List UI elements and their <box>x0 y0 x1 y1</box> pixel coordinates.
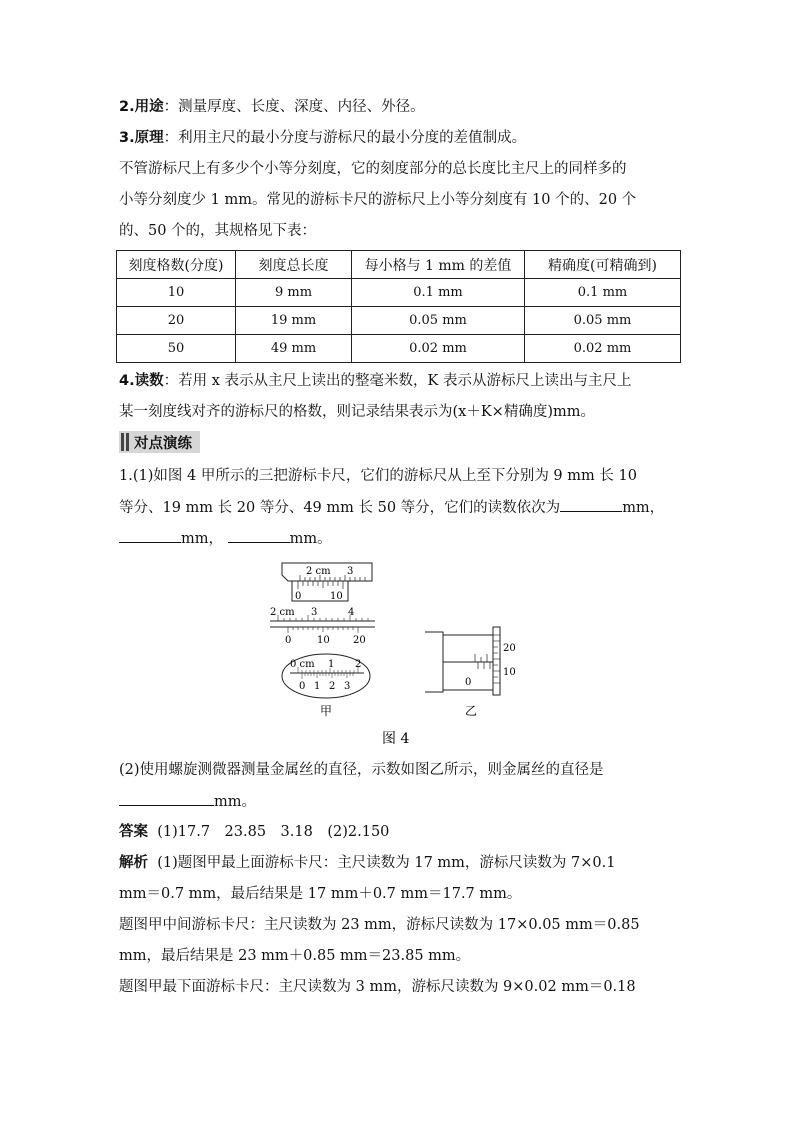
unit-text: mm， <box>622 500 665 516</box>
table-cell: 0.1 mm <box>525 279 681 307</box>
usage-label: 2.用途 <box>119 99 164 115</box>
principle-label: 3.原理 <box>119 130 164 146</box>
usage-text: ：测量厚度、长度、深度、内径、外径。 <box>163 99 425 115</box>
principle-text: ：利用主尺的最小分度与游标尺的最小分度的差值制成。 <box>163 130 527 146</box>
answer-blank-2[interactable] <box>119 528 181 543</box>
table-header: 精确度(可精确到) <box>525 251 681 279</box>
caliper3-vernier-label: 3 <box>344 681 351 692</box>
table-cell: 19 mm <box>236 307 352 335</box>
caliper3-main-label: 2 <box>355 659 362 670</box>
reading-line-2: 某一刻度线对齐的游标尺的格数，则记录结果表示为(x＋K×精确度)mm。 <box>119 404 595 420</box>
reading-text-1: ：若用 x 表示从主尺上读出的整毫米数，K 表示从游标尺上读出与主尺上 <box>163 373 632 389</box>
micrometer <box>425 627 516 695</box>
analysis-line-4: mm，最后结果是 23 mm＋0.85 mm＝23.85 mm。 <box>119 948 471 964</box>
section-tag <box>119 431 200 453</box>
question-2-answer-line <box>119 791 256 812</box>
table-cell: 0.05 mm <box>352 307 525 335</box>
caliper3-vernier-label: 1 <box>314 681 321 692</box>
reading-line-1 <box>119 371 631 391</box>
section-bar-decoration <box>121 433 124 451</box>
caliper-top <box>282 563 372 602</box>
unit-text: mm。 <box>289 531 332 547</box>
table-cell: 0.05 mm <box>525 307 681 335</box>
question-line-2 <box>119 497 664 518</box>
caliper-bottom <box>282 654 370 698</box>
analysis-line-3: 题图甲中间游标卡尺：主尺读数为 23 mm，游标尺读数为 17×0.05 mm＝0.85 <box>119 917 640 933</box>
principle-line <box>119 128 526 148</box>
figure-label-b: 乙 <box>465 704 478 718</box>
answer-blank-1[interactable] <box>560 497 622 512</box>
caliper1-main-label: 3 <box>347 566 354 577</box>
answer-label: 答案 <box>119 824 148 840</box>
table-cell: 49 mm <box>236 335 352 363</box>
micrometer-sleeve-label: 0 <box>465 677 472 688</box>
answer-text: (1)17.7 23.85 3.18 (2)2.150 <box>157 824 390 840</box>
table-cell: 10 <box>117 279 236 307</box>
table-cell: 0.02 mm <box>525 335 681 363</box>
table-header: 刻度总长度 <box>236 251 352 279</box>
caliper2-vernier-label: 10 <box>317 635 330 646</box>
caliper2-main-label: 4 <box>348 607 355 618</box>
unit-text: mm， <box>181 531 223 547</box>
paragraph-line-1: 不管游标尺上有多少个小等分刻度，它的刻度部分的总长度比主尺上的同样多的 <box>119 161 627 177</box>
section-title: 对点演练 <box>134 436 192 452</box>
caliper3-main-label: 1 <box>328 659 335 670</box>
caliper3-vernier-label: 2 <box>329 681 336 692</box>
answer-blank-4[interactable] <box>119 791 214 806</box>
caliper2-vernier-label: 20 <box>353 635 366 646</box>
spec-table <box>116 250 681 363</box>
analysis-line-5: 题图甲最下面游标卡尺：主尺读数为 3 mm，游标尺读数为 9×0.02 mm＝0.18 <box>119 979 636 995</box>
figure-4 <box>260 555 550 755</box>
table-header: 刻度格数(分度) <box>117 251 236 279</box>
table-row <box>117 279 681 307</box>
table-row <box>117 335 681 363</box>
micrometer-thimble-label: 10 <box>503 667 516 678</box>
caliper2-main-label: 3 <box>311 607 318 618</box>
caliper2-vernier-label: 0 <box>285 635 292 646</box>
unit-text: mm。 <box>214 794 256 810</box>
caliper-middle <box>270 607 375 646</box>
usage-line <box>119 97 425 117</box>
table-cell: 20 <box>117 307 236 335</box>
caliper3-main-label: 0 cm <box>290 659 315 670</box>
caliper1-vernier-label: 0 <box>295 591 302 602</box>
caliper1-vernier-label: 10 <box>330 591 343 602</box>
answer-blank-3[interactable] <box>228 528 290 543</box>
reading-label: 4.读数 <box>119 373 164 389</box>
table-cell: 50 <box>117 335 236 363</box>
analysis-line-2: mm＝0.7 mm，最后结果是 17 mm＋0.7 mm＝17.7 mm。 <box>119 886 522 902</box>
table-row <box>117 307 681 335</box>
micrometer-thimble-label: 20 <box>503 643 516 654</box>
paragraph-line-2: 小等分刻度少 1 mm。常见的游标卡尺的游标尺上小等分刻度有 10 个的、20 个 <box>119 192 637 208</box>
figure-caption: 图 4 <box>382 731 410 747</box>
table-header-row <box>117 251 681 279</box>
section-bar-decoration <box>126 433 129 451</box>
caliper1-main-label: 2 cm <box>306 566 331 577</box>
question-2-line: (2)使用螺旋测微器测量金属丝的直径，示数如图乙所示，则金属丝的直径是 <box>119 762 604 778</box>
answer-line <box>119 822 389 842</box>
paragraph-line-3: 的、50 个的，其规格见下表： <box>119 223 317 239</box>
analysis-label: 解析 <box>119 855 148 871</box>
table-cell: 9 mm <box>236 279 352 307</box>
table-header: 每小格与 1 mm 的差值 <box>352 251 525 279</box>
question-line-1: 1.(1)如图 4 甲所示的三把游标卡尺，它们的游标尺从上至下分别为 9 mm 长 10 <box>119 468 637 484</box>
question-text-2: 等分、19 mm 长 20 等分、49 mm 长 50 等分，它们的读数依次为 <box>119 500 561 516</box>
analysis-line-1 <box>119 853 615 873</box>
figure-label-a: 甲 <box>320 704 333 718</box>
question-line-3 <box>119 528 332 549</box>
table-cell: 0.1 mm <box>352 279 525 307</box>
analysis-text-1: (1)题图甲最上面游标卡尺：主尺读数为 17 mm，游标尺读数为 7×0.1 <box>157 855 616 871</box>
table-cell: 0.02 mm <box>352 335 525 363</box>
caliper3-vernier-label: 0 <box>299 681 306 692</box>
caliper2-main-label: 2 cm <box>270 607 295 618</box>
